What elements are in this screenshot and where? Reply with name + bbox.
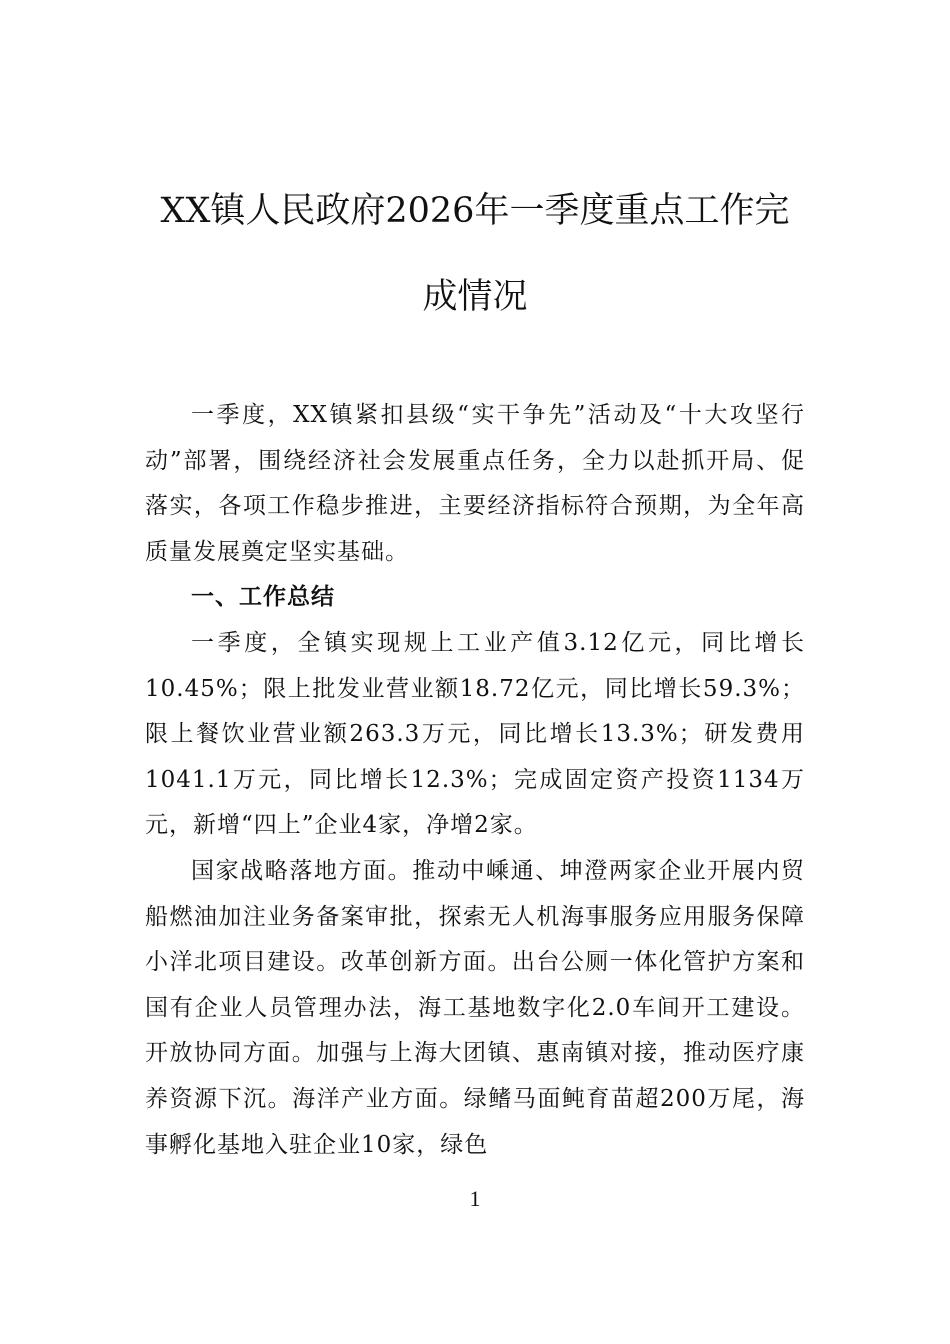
page-number: 1	[469, 1186, 481, 1211]
document-body	[145, 393, 805, 1168]
document-title: XX镇人民政府2026年一季度重点工作完成情况	[160, 191, 790, 317]
section-heading-work-summary: 一、工作总结	[191, 584, 335, 611]
economic-indicators-paragraph: 一季度，全镇实现规上工业产值3.12亿元，同比增长10.45%；限上批发业营业额18.72亿元，同比增长59.3%；限上餐饮业营业额263.3万元，同比增长13.3%；研发费用1041.1万元，同比增长12.3%；完成固定资产投资1134万元，新增“四上”企业4家，净增2家。	[145, 629, 805, 839]
intro-paragraph: 一季度，XX镇紧扣县级“实干争先”活动及“十大攻坚行动”部署，围绕经济社会发展重点任务，全力以赴抓开局、促落实，各项工作稳步推进，主要经济指标符合预期，为全年高质量发展奠定坚实基础。	[145, 402, 805, 565]
key-work-paragraph: 国家战略落地方面。推动中嵊通、坤澄两家企业开展内贸船燃油加注业务备案审批，探索无人机海事服务应用服务保障小洋北项目建设。改革创新方面。出台公厕一体化管护方案和国有企业人员管理办法，海工基地数字化2.0车间开工建设。开放协同方面。加强与上海大团镇、惠南镇对接，推动医疗康养资源下沉。海洋产业方面。绿鳍马面鲀育苗超200万尾，海事孵化基地入驻企业10家，绿色	[145, 857, 805, 1158]
